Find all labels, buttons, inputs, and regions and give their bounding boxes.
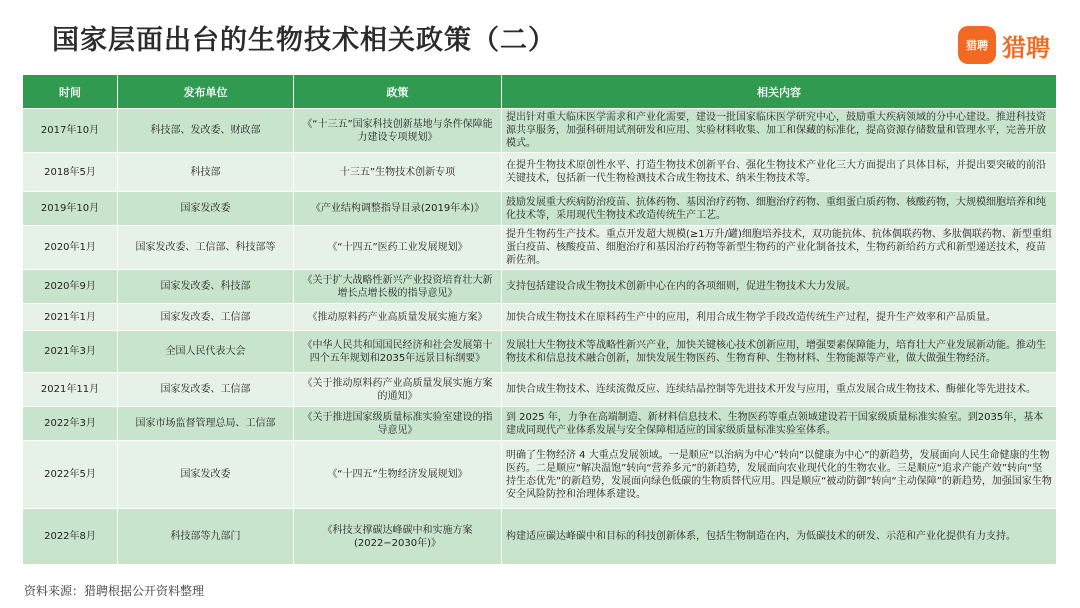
- cell-content: 发展壮大生物技术等战略性新兴产业，加快关键核心技术创新应用，增强要素保障能力，培育壮大产业发展新动能。推动生物技术和信息技术融合创新，加快发展生物医药、生物育种、生物材料、生物能源等产业，做大做强生物经济。: [502, 331, 1057, 373]
- cell-content: 构建适应碳达峰碳中和目标的科技创新体系，包括生物制造在内，为低碳技术的研发、示范和产业化提供有力支持。: [502, 509, 1057, 565]
- header-time: 时间: [23, 75, 118, 109]
- cell-time: 2021年11月: [23, 373, 118, 407]
- cell-time: 2018年5月: [23, 153, 118, 192]
- table-row: [23, 226, 1057, 270]
- cell-policy: 《中华人民共和国国民经济和社会发展第十四个五年规划和2035年远景目标纲要》: [294, 331, 502, 373]
- header-content: 相关内容: [502, 75, 1057, 109]
- cell-content: 支持包括建设合成生物技术创新中心在内的各项细则，促进生物技术大力发展。: [502, 270, 1057, 304]
- policy-table: [22, 74, 1057, 565]
- cell-policy: 《科技支撑碳达峰碳中和实施方案(2022−2030年)》: [294, 509, 502, 565]
- table-row: [23, 192, 1057, 226]
- cell-publisher: 国家发改委、工信部: [118, 304, 294, 331]
- cell-policy: 《关于推进国家级质量标准实验室建设的指导意见》: [294, 407, 502, 441]
- table-row: [23, 153, 1057, 192]
- cell-publisher: 国家发改委: [118, 441, 294, 509]
- cell-time: 2020年9月: [23, 270, 118, 304]
- table-row: [23, 509, 1057, 565]
- brand-logo: [958, 26, 1050, 64]
- cell-content: 到 2025 年，力争在高端制造、新材料信息技术、生物医药等重点领域建设若干国家级质量标准实验室。到2035年，基本建成同现代产业体系发展与安全保障相适应的国家级质量标准实验室体系。: [502, 407, 1057, 441]
- cell-content: 提升生物药生产技术。重点开发超大规模(≥1万升/罐)细胞培养技术，双功能抗体、抗体偶联药物、多肽偶联药物、新型重组蛋白疫苗、核酸疫苗、细胞治疗和基因治疗药物等新型生物药的产业化制备技术，生物药新给药方式和新型递送技术，疫苗新佐剂。: [502, 226, 1057, 270]
- logo-text: 猎聘: [1002, 33, 1050, 62]
- cell-policy: 《“十四五”生物经济发展规划》: [294, 441, 502, 509]
- cell-time: 2022年5月: [23, 441, 118, 509]
- cell-content: 加快合成生物技术在原料药生产中的应用，利用合成生物学手段改造传统生产过程，提升生产效率和产品质量。: [502, 304, 1057, 331]
- cell-publisher: 国家发改委、工信部、科技部等: [118, 226, 294, 270]
- cell-content: 提出针对重大临床医学需求和产业化需要，建设一批国家临床医学研究中心，鼓励重大疾病领域的分中心建设。推进科技资源共享服务，加强科研用试剂研发和应用、实验材料收集、加工和保藏的标准化，提高资源存储数量和管理水平，完善开放模式。: [502, 109, 1057, 153]
- logo-icon: 猎聘: [958, 26, 996, 64]
- table-row: [23, 270, 1057, 304]
- cell-policy: 《“十四五”医药工业发展规划》: [294, 226, 502, 270]
- header-publisher: 发布单位: [118, 75, 294, 109]
- cell-publisher: 国家市场监督管理总局、工信部: [118, 407, 294, 441]
- cell-policy: 《推动原料药产业高质量发展实施方案》: [294, 304, 502, 331]
- table-row: [23, 373, 1057, 407]
- page-title: 国家层面出台的生物技术相关政策（二）: [52, 25, 556, 56]
- cell-content: 鼓励发展重大疾病防治疫苗、抗体药物、基因治疗药物、细胞治疗药物、重组蛋白质药物、核酸药物，大规模细胞培养和纯化技术等，采用现代生物技术改造传统生产工艺。: [502, 192, 1057, 226]
- cell-publisher: 科技部等九部门: [118, 509, 294, 565]
- table-row: [23, 407, 1057, 441]
- cell-policy: 《关于推动原料药产业高质量发展实施方案的通知》: [294, 373, 502, 407]
- cell-content: 明确了生物经济 4 大重点发展领域。一是顺应“以治病为中心”转向“以健康为中心”的新趋势，发展面向人民生命健康的生物医药。二是顺应“解决温饱”转向“营养多元”的新趋势，发展面向农业现代化的生物农业。三是顺应“追求产能产效”转向“坚持生态优先”的新趋势，发展面向绿色低碳的生物质替代应用。四是顺应“被动防御”转向“主动保障”的新趋势，加强国家生物安全风险防控和治理体系建设。: [502, 441, 1057, 509]
- cell-publisher: 国家发改委、工信部: [118, 373, 294, 407]
- cell-policy: 《关于扩大战略性新兴产业投资培育壮大新增长点增长极的指导意见》: [294, 270, 502, 304]
- cell-time: 2019年10月: [23, 192, 118, 226]
- cell-policy: 《“十三五”国家科技创新基地与条件保障能力建设专项规划》: [294, 109, 502, 153]
- cell-time: 2017年10月: [23, 109, 118, 153]
- table-row: [23, 109, 1057, 153]
- cell-time: 2021年1月: [23, 304, 118, 331]
- cell-policy: 十三五”生物技术创新专项: [294, 153, 502, 192]
- table-row: [23, 331, 1057, 373]
- table-header-row: [23, 75, 1057, 109]
- cell-content: 在提升生物技术原创性水平、打造生物技术创新平台、强化生物技术产业化三大方面提出了具体目标，并提出要突破的前沿关键技术，包括新一代生物检测技术合成生物技术、纳米生物技术等。: [502, 153, 1057, 192]
- cell-publisher: 科技部、发改委、财政部: [118, 109, 294, 153]
- cell-publisher: 全国人民代表大会: [118, 331, 294, 373]
- table-row: [23, 304, 1057, 331]
- cell-publisher: 科技部: [118, 153, 294, 192]
- cell-content: 加快合成生物技术、连续流微反应、连续结晶控制等先进技术开发与应用，重点发展合成生物技术、酶催化等先进技术。: [502, 373, 1057, 407]
- cell-time: 2020年1月: [23, 226, 118, 270]
- cell-publisher: 国家发改委: [118, 192, 294, 226]
- cell-time: 2021年3月: [23, 331, 118, 373]
- table-row: [23, 441, 1057, 509]
- source-note: 资料来源：猎聘根据公开资料整理: [24, 584, 205, 598]
- cell-time: 2022年8月: [23, 509, 118, 565]
- cell-publisher: 国家发改委、科技部: [118, 270, 294, 304]
- cell-policy: 《产业结构调整指导目录(2019年本)》: [294, 192, 502, 226]
- cell-time: 2022年3月: [23, 407, 118, 441]
- header-policy: 政策: [294, 75, 502, 109]
